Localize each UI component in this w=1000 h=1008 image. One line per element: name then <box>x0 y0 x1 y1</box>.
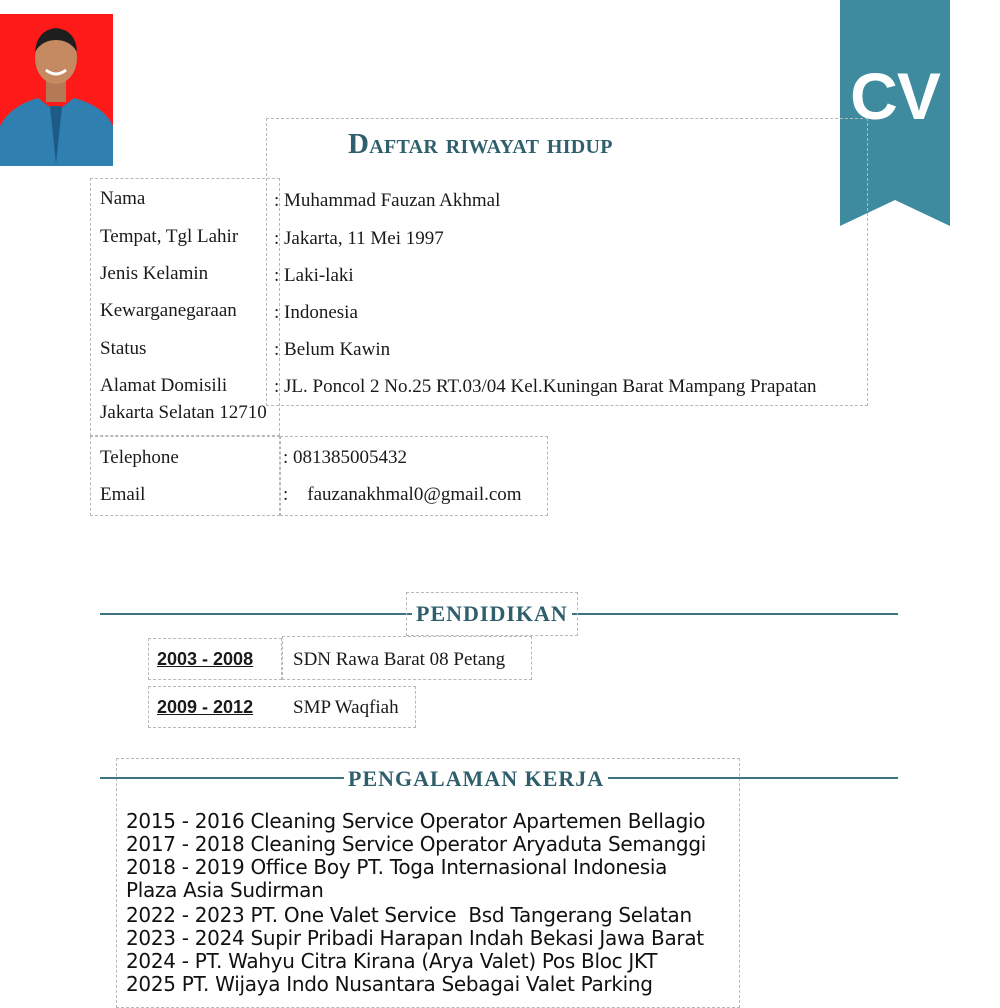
experience-line: 2023 - 2024 Supir Pribadi Harapan Indah Bekasi Jawa Barat <box>126 926 704 950</box>
title-frame <box>266 118 868 406</box>
birth-label: Tempat, Tgl Lahir <box>100 226 239 247</box>
experience-line: 2022 - 2023 PT. One Valet Service Bsd Tangerang Selatan <box>126 903 692 927</box>
experience-line: 2018 - 2019 Office Boy PT. Toga Internasional Indonesia <box>126 855 668 879</box>
edu-years-2: 2009 - 2012 <box>157 697 254 717</box>
education-title: PENDIDIKAN <box>412 601 572 627</box>
experience-line: Plaza Asia Sudirman <box>126 878 324 902</box>
profile-photo <box>0 14 113 166</box>
experience-line: 2017 - 2018 Cleaning Service Operator Aryaduta Semanggi <box>126 832 706 856</box>
edu-school-1: SDN Rawa Barat 08 Petang <box>293 649 506 670</box>
experience-line: 2024 - PT. Wahyu Citra Kirana (Arya Valet) Pos Bloc JKT <box>126 949 658 973</box>
address-value: : JL. Poncol 2 No.25 RT.03/04 Kel.Kuningan Barat Mampang Prapatan <box>274 376 817 397</box>
nationality-value: : Indonesia <box>274 302 358 323</box>
address-label: Alamat Domisili <box>100 375 228 396</box>
edu-school-2: SMP Waqfiah <box>293 697 399 718</box>
email-label: Email <box>100 484 146 505</box>
experience-line: 2025 PT. Wijaya Indo Nusantara Sebagai Valet Parking <box>126 972 653 996</box>
telephone-value: : 081385005432 <box>283 447 408 468</box>
status-value: : Belum Kawin <box>274 339 391 360</box>
name-value: : Muhammad Fauzan Akhmal <box>274 190 501 211</box>
gender-value: : Laki-laki <box>274 265 354 286</box>
status-label: Status <box>100 338 147 359</box>
experience-title: PENGALAMAN KERJA <box>344 766 608 792</box>
email-value: : fauzanakhmal0@gmail.com <box>283 484 522 505</box>
gender-label: Jenis Kelamin <box>100 263 209 284</box>
name-label: Nama <box>100 188 146 209</box>
experience-line: 2015 - 2016 Cleaning Service Operator Apartemen Bellagio <box>126 809 706 833</box>
address-continuation: Jakarta Selatan 12710 <box>100 402 267 423</box>
nationality-label: Kewarganegaraan <box>100 300 237 321</box>
telephone-label: Telephone <box>100 447 179 468</box>
page-title: Daftar riwayat hidup <box>348 128 613 160</box>
birth-value: : Jakarta, 11 Mei 1997 <box>274 228 444 249</box>
cv-ribbon-label: CV <box>850 59 940 133</box>
edu-years-1: 2003 - 2008 <box>157 649 254 669</box>
